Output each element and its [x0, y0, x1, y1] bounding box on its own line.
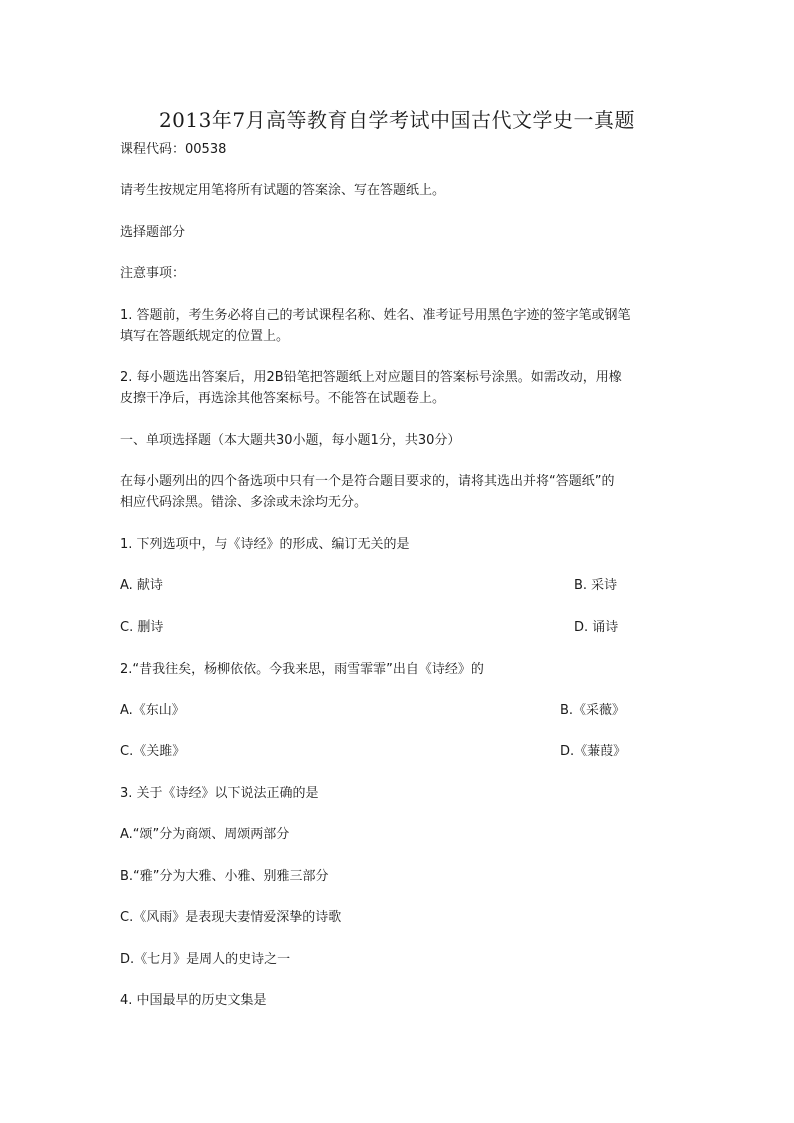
- question-3-option-b: B.“雅”分为大雅、小雅、别雅三部分: [120, 869, 329, 884]
- note-2-line-2: 皮擦干净后，再选涂其他答案标号。不能答在试题卷上。: [120, 391, 446, 406]
- question-1-option-c: C. 删诗: [120, 620, 164, 635]
- section-desc-line-1: 在每小题列出的四个备选项中只有一个是符合题目要求的，请将其选出并将“答题纸”的: [120, 474, 615, 489]
- question-3-option-c: C.《风雨》是表现夫妻情爱深挚的诗歌: [120, 910, 342, 925]
- question-2-option-c: C.《关雎》: [120, 744, 186, 759]
- question-2-option-d: D.《蒹葭》: [560, 744, 627, 759]
- question-1-stem: 1. 下列选项中，与《诗经》的形成、编订无关的是: [120, 537, 410, 552]
- question-4-stem: 4. 中国最早的历史文集是: [120, 993, 267, 1008]
- notes-label: 注意事项：: [120, 266, 186, 281]
- question-1-option-a: A. 献诗: [120, 578, 163, 593]
- course-code: 课程代码：00538: [120, 142, 227, 157]
- exam-title: 2013年7月高等教育自学考试中国古代文学史一真题: [158, 108, 636, 132]
- question-3-option-a: A.“颂”分为商颂、周颂两部分: [120, 827, 290, 842]
- question-2-option-a: A.《东山》: [120, 703, 185, 718]
- note-2-line-1: 2. 每小题选出答案后，用2B铅笔把答题纸上对应题目的答案标号涂黑。如需改动，用橡: [120, 370, 622, 385]
- question-3-stem: 3. 关于《诗经》以下说法正确的是: [120, 786, 319, 801]
- note-1-line-1: 1. 答题前，考生务必将自己的考试课程名称、姓名、准考证号用黑色字迹的签字笔或钢笔: [120, 308, 631, 323]
- question-2-stem: 2.“昔我往矣，杨柳依依。今我来思，雨雪霏霏”出自《诗经》的: [120, 662, 484, 677]
- section-heading: 一、单项选择题（本大题共30小题，每小题1分，共30分）: [120, 433, 461, 448]
- question-2-option-b: B.《采薇》: [560, 703, 626, 718]
- part-label: 选择题部分: [120, 225, 186, 240]
- question-1-option-b: B. 采诗: [574, 578, 618, 593]
- question-1-option-d: D. 诵诗: [574, 620, 619, 635]
- general-instruction: 请考生按规定用笔将所有试题的答案涂、写在答题纸上。: [120, 183, 446, 198]
- note-1-line-2: 填写在答题纸规定的位置上。: [120, 329, 290, 344]
- section-desc-line-2: 相应代码涂黑。错涂、多涂或未涂均无分。: [120, 495, 368, 510]
- question-3-option-d: D.《七月》是周人的史诗之一: [120, 952, 291, 967]
